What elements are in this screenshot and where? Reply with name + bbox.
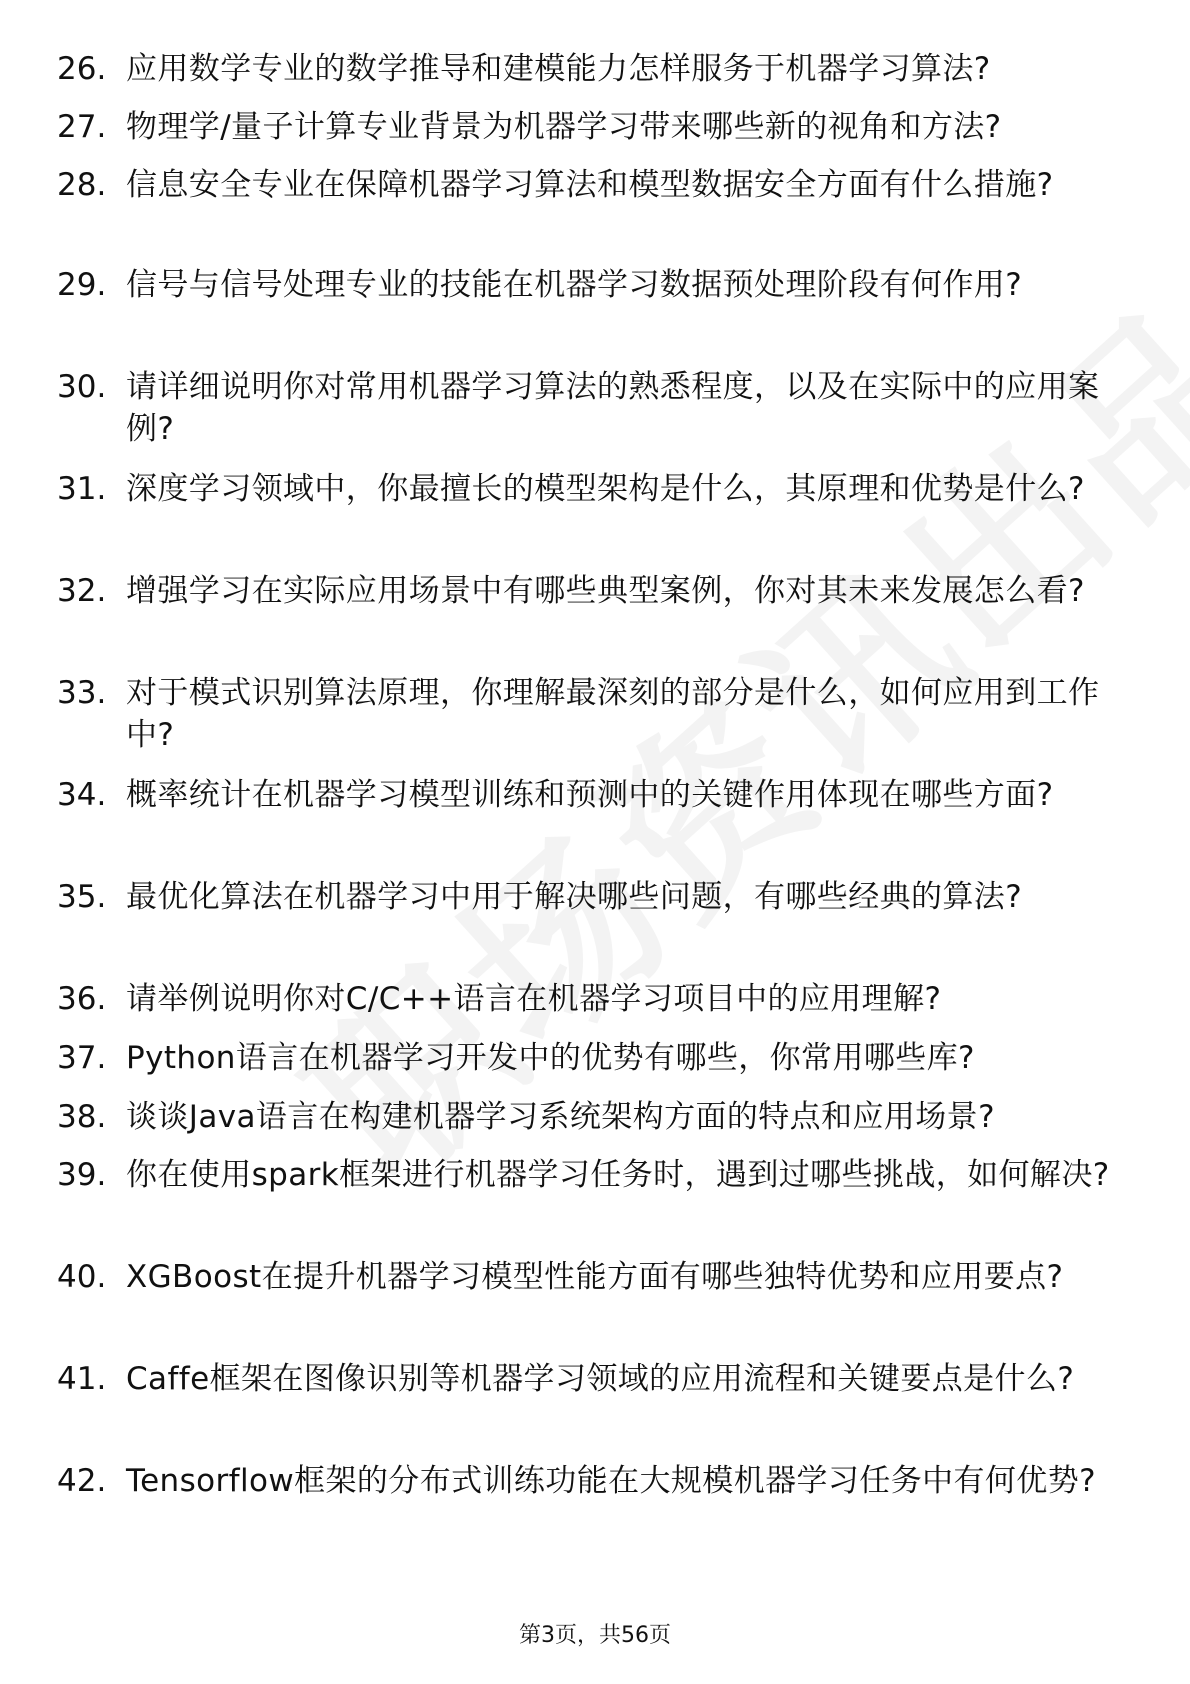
question-number: 28. xyxy=(57,167,107,203)
question-text: 增强学习在实际应用场景中有哪些典型案例，你对其未来发展怎么看? xyxy=(126,573,1085,609)
question-number: 34. xyxy=(57,777,107,813)
question-text: 对于模式识别算法原理，你理解最深刻的部分是什么，如何应用到工作中? xyxy=(126,675,1100,753)
question-number: 42. xyxy=(57,1463,107,1499)
question-number: 38. xyxy=(57,1099,107,1135)
question-text: Caffe框架在图像识别等机器学习领域的应用流程和关键要点是什么? xyxy=(126,1361,1075,1397)
question-text: 深度学习领域中，你最擅长的模型架构是什么，其原理和优势是什么? xyxy=(126,471,1085,507)
question-number: 29. xyxy=(57,267,107,303)
question-text: 概率统计在机器学习模型训练和预测中的关键作用体现在哪些方面? xyxy=(126,777,1054,813)
question-text: 谈谈Java语言在构建机器学习系统架构方面的特点和应用场景? xyxy=(126,1099,995,1135)
question-number: 31. xyxy=(57,471,107,507)
question-number: 39. xyxy=(57,1157,107,1193)
question-text: 请详细说明你对常用机器学习算法的熟悉程度，以及在实际中的应用案例? xyxy=(126,369,1100,447)
question-text: Python语言在机器学习开发中的优势有哪些，你常用哪些库? xyxy=(126,1040,975,1076)
question-number: 35. xyxy=(57,879,107,915)
question-text: 请举例说明你对C/C++语言在机器学习项目中的应用理解? xyxy=(126,981,942,1017)
question-number: 27. xyxy=(57,109,107,145)
question-text: 最优化算法在机器学习中用于解决哪些问题，有哪些经典的算法? xyxy=(126,879,1023,915)
question-text: 信息安全专业在保障机器学习算法和模型数据安全方面有什么措施? xyxy=(126,167,1054,203)
question-text: 物理学/量子计算专业背景为机器学习带来哪些新的视角和方法? xyxy=(126,109,1002,145)
question-number: 30. xyxy=(57,369,107,405)
question-number: 37. xyxy=(57,1040,107,1076)
question-text: 信号与信号处理专业的技能在机器学习数据预处理阶段有何作用? xyxy=(126,267,1023,303)
question-text: Tensorflow框架的分布式训练功能在大规模机器学习任务中有何优势? xyxy=(126,1463,1096,1499)
page-number-footer: 第3页，共56页 xyxy=(519,1623,671,1648)
question-text: XGBoost在提升机器学习模型性能方面有哪些独特优势和应用要点? xyxy=(126,1259,1064,1295)
question-number: 26. xyxy=(57,51,107,87)
question-number: 32. xyxy=(57,573,107,609)
question-text: 你在使用spark框架进行机器学习任务时，遇到过哪些挑战，如何解决? xyxy=(126,1157,1110,1193)
question-number: 36. xyxy=(57,981,107,1017)
question-text: 应用数学专业的数学推导和建模能力怎样服务于机器学习算法? xyxy=(126,51,991,87)
question-number: 40. xyxy=(57,1259,107,1295)
question-number: 41. xyxy=(57,1361,107,1397)
question-number: 33. xyxy=(57,675,107,711)
